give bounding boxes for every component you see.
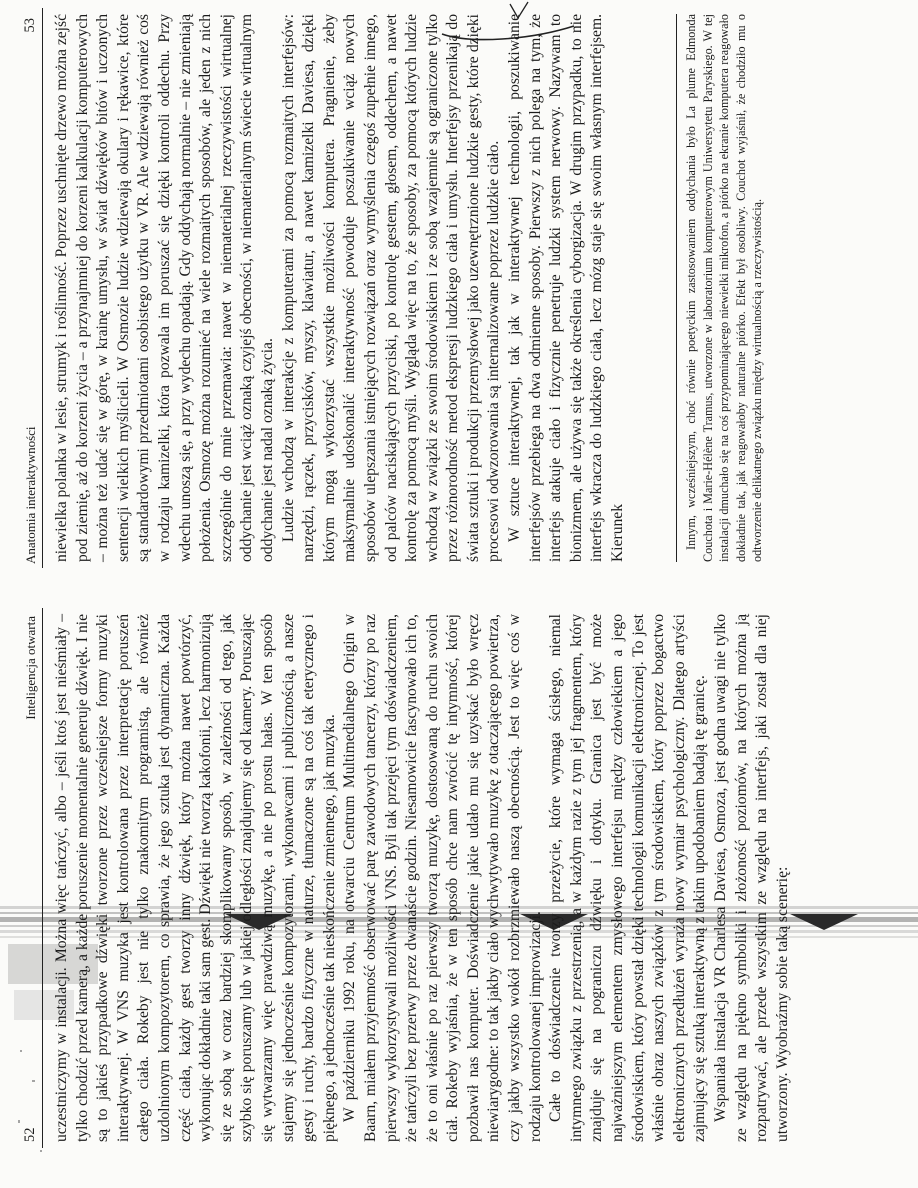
- running-head-left: [22, 608, 43, 1148]
- right-page-text: [52, 14, 629, 562]
- paragraph: niewielka polanka w lesie, strumyk i roślinność. Poprzez uschnięte drzewo można zejść pod ziemię, aż do korzeni życia – a przynajmniej do korzeni kalkulacji komputerowych – można też udać się w górę, w krainę umysłu, w świat dźwięków bitów i uczonych sentencji wielkich myślicieli. W Osmozie ludzie wdziewają okulary i rękawice, które są standardowymi przedmiotami osobistego użytku w VR. Ale wdziewają również coś w rodzaju kamizelki, która pozwala im poruszać się dzięki kontroli oddechu. Przy wdechu unoszą się, a przy wydechu opadają. Gdy oddychają normalnie – nie zmieniają położenia. Osmozę można rozumieć na wiele rozmaitych sposobów, ale jeden z nich szczególnie do mnie przemawia: nawet w niematerialnej rzeczywistości wirtualnej oddychanie jest wciąż oznaką czyjejś obecności, w niematerialnym świecie wirtualnym oddychanie jest nadal oznaką życia.: [53, 14, 276, 562]
- right-page: [0, 8, 870, 568]
- paragraph: Wspaniała instalacja VR Charlesa Daviesa, Osmoza, jest godna uwagi nie tylko ze względu na piękno symboliki i złożoność poziomów, na których można ją rozpatrywać, ale przede wszystkim ze względu na interfejs, jaki został dla niej utworzony. Wyobraźmy sobie taką scenerię:: [712, 614, 791, 1142]
- paragraph: Ludzie wchodzą w interakcje z komputerami za pomocą rozmaitych interfejsów: narzędzi, rączek, przycisków, myszy, klawiatur, a nawet kamizelki Daviesa, dzięki którym mogą wykorzystać wszystkie możliwości komputera. Pragnienie, żeby maksymalnie udoskonalić interaktywność powoduje poszukiwanie wciąż nowych sposobów ulepszania istniejących rozwiązań oraz wymyślenia czegoś zupełnie innego, od palców naciskających przyciski, po kontrolę gestem, głosem, oddechem, a nawet kontrolę za pomocą myśli. Wygląda więc na to, że sposoby, za pomocą których ludzie wchodzą w związki ze swoim środowiskiem i ze sobą wzajemnie są ograniczone tylko przez różnorodność metod ekspresji ludzkiego ciała i umysłu. Interfejsy przenikają do świata sztuki i produkcji przemysłowej jako uzewnętrznione ludzkie gesty, które dzięki procesowi odwzorowania są internalizowane poprzez ludzkie ciało.: [279, 14, 503, 562]
- left-page: [0, 608, 870, 1148]
- running-title-right: Anatomia interaktywności: [23, 426, 38, 564]
- paragraph: Całe to doświadczenie tworzy przeżycie, które wymaga ścisłego, niemal intymnego związku z przestrzenią, a w każdym razie z tym jej fragmentem, który znajduje się na pograniczu dźwięku i dotyku. Granica jest być może najważniejszym elementem zmysłowego interfejsu między człowiekiem a jego środowiskiem, który powstał dzięki technologii komunikacji elektronicznej. To jest właśnie obraz naszych związków z tym środowiskiem, który poprzez bogactwo elektronicznych przedłużeń wyraża nowy wymiar psychologiczny. Dlatego artyści zajmujący się sztuką interaktywną z takim upodobaniem badają tę granicę.: [547, 614, 709, 1142]
- running-title-left: Inteligencja otwarta: [23, 616, 38, 720]
- footnote-text: Innym, wcześniejszym, choć równie poetyckim zastosowaniem oddychania było La plume Edmonda Couchota i Marie-Hélène Tramus, utworzone w laboratorium komputerowym Uniwersytetu Paryskiego. W tej instalacji dmuchało się na coś przypominającego niewielki mikrofon, a piórko na ekranie komputera reagowało dokładnie tak, jak reagowałoby naturalne piórko. Efekt był osobliwy. Couchot wyjaśnił, że chodziło mu o odtworzenie delikatnego związku między wirtualnością a rzeczywistością.: [684, 14, 764, 562]
- running-head-right: [22, 8, 43, 568]
- paragraph: W sztuce interaktywnej, tak jak w interaktywnej technologii, poszukiwanie interfejsów przebiega na dwa odmienne sposoby. Pierwszy z nich polega na tym, że interfejs atakuje ciało i fizycznie penetruje ludzki system nerwowy. Nazywam to bionizmem, ale używa się także określenia cyborgizacja. W drugim przypadku, to nie interfejs wkracza do ludzkiego ciała, lecz mózg staje się swoim własnym interfejsem. Kierunek: [506, 14, 627, 562]
- paragraph: W październiku 1992 roku, na otwarciu Centrum Multimedialnego Origin w Baarn, miałem przyjemność obserwować parę zawodowych tancerzy, którzy po raz pierwszy wykorzystywali możliwości VNS. Byli tak przejęci tym doświadczeniem, że tańczyli bez przerwy przez dwanaście godzin. Niesamowicie fascynowało ich to, że to oni właśnie po raz pierwszy tworzą muzykę, dostosowaną do ruchu swoich ciał. Rokeby wyjaśnia, że w ten sposób chce nam zwrócić tę intymność, której pozbawił nas komputer. Doświadczenie jakie udało mu się uzyskać było wręcz niewiarygodne: to tak jakby ciało wychwytywało muzykę z otaczającego powietrza, czy jakby wszystko wokół rozbrzmiewało naszą obecnością. Jest to więc coś w rodzaju kontrolowanej improwizacji.: [341, 614, 544, 1142]
- page-number-right: 53: [22, 18, 38, 33]
- paragraph: uczestniczymy w instalacji. Można więc tańczyć, albo – jeśli ktoś jest nieśmiały – tylko chodzić przed kamerą, a każde poruszenie momentalnie generuje dźwięk. I nie są to jakieś przypadkowe dźwięki tworzone przez wcześniejsze formy muzyki interaktywnej. W VNS muzyka jest kontrolowana przez interpretację poruszeń całego ciała. Rokeby jest nie tylko znakomitym programistą, ale również uzdolnionym kompozytorem, co sprawia, że jego sztuka jest dynamiczna. Każda część ciała, każdy gest tworzy inny dźwięk, który można nawet powtórzyć, wykonując dokładnie taki sam gest. Dźwięki nie tworzą kakofonii, lecz harmonizują się ze sobą w coraz bardziej skomplikowany sposób, w zależności od tego, jak szybko się poruszamy lub w jakiej odległości znajdujemy się od kamery. Poruszając się wytwarzamy więc prawdziwą muzykę, a nie po prostu hałas. W ten sposób stajemy się jednocześnie kompozytorami, wykonawcami i publicznością, a nasze gesty i ruchy, bardzo fizyczne w naturze, tłumaczone są na coś tak eterycznego i pięknego, a jednocześnie tak nieskończenie zmiennego, jak muzyka.: [53, 614, 338, 1142]
- page-number-left: 52: [22, 1127, 38, 1142]
- left-page-text: [52, 614, 793, 1142]
- footnote: [676, 14, 766, 562]
